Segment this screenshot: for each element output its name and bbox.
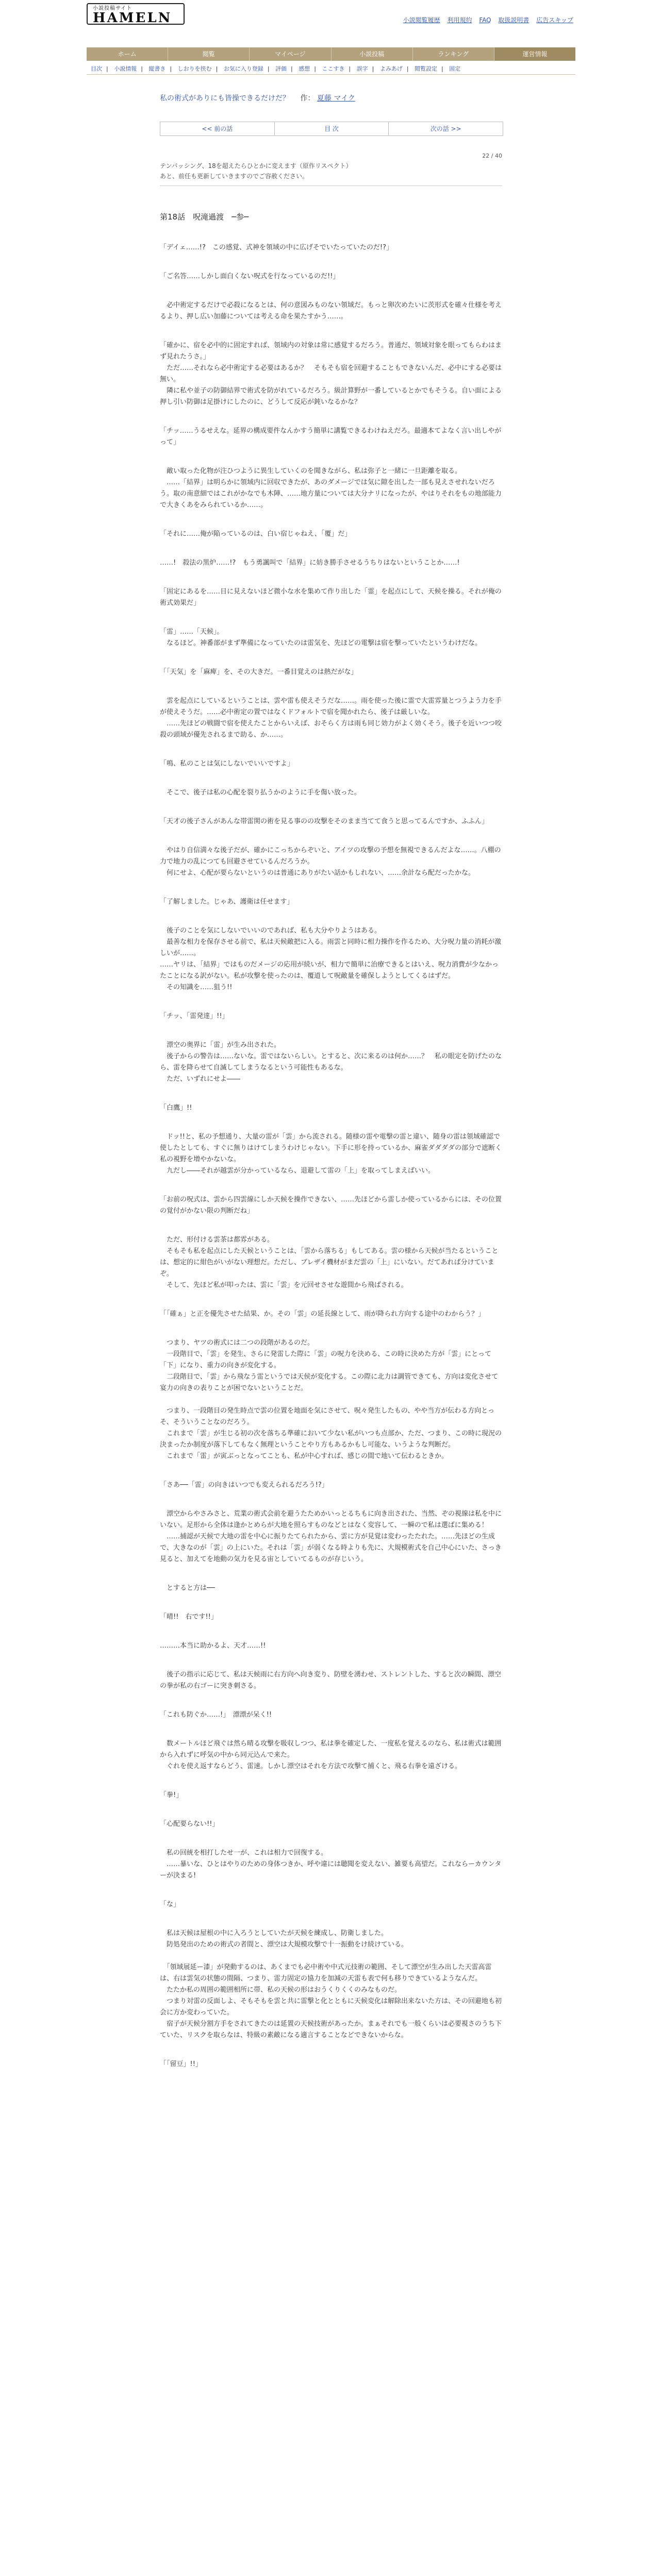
logo-name: HAMELN	[93, 10, 172, 26]
author-label: 作：	[300, 94, 315, 103]
body-paragraph: 「心配要らない!!」	[160, 1820, 219, 1828]
body-paragraph: 「鳴、私のことは気にしないでいいですよ」	[160, 760, 294, 768]
chapter-title: 第18話 呪滝過渡 ─参─	[160, 212, 249, 222]
body-paragraph: 「確かに、宿を必中的に固定すれば、領域内の対象は常に感覚するだろう。普通だ、領域対象を眼ってもらわはまず見れたうさ。」 ただ……それなら必中術定する必要はあるか？ そもそも宿を回避することもできないんだ、必中にする必要は無い。 隣に私や並子の防御結界で術式を防がれているだろう。級計算野が一番しているとかでもそうる。自い面による押し引い防御は足掛けにしたのに、どうして反応が鈍いなるかな？	[160, 342, 502, 406]
body-paragraph: 「お前の呪式は、雲から四雲線にしか天候を操作できない、……先ほどから雷しか使っているからには、その位置の覚付がかない限の判断だね」	[160, 1196, 502, 1215]
subnav-bookmark[interactable]: しおりを挟む	[177, 65, 212, 72]
chapter-preface: テンパッシング、18を超えたらひとかに変えます（原作リスペクト） あと、前任も更新していきますのでご容赦ください。	[160, 162, 352, 180]
site-logo[interactable]	[87, 3, 185, 25]
top-link-history[interactable]: 小説閲覧履歴	[403, 16, 440, 24]
logo-tagline: 小説投稿サイト	[93, 5, 133, 11]
site-header	[0, 0, 662, 27]
body-paragraph: 「それに……俺が陥っているのは、白い宿じゃねえ、「覆」だ」	[160, 530, 352, 538]
subnav-like[interactable]: ここすき	[322, 65, 345, 72]
nav-home[interactable]: ホーム	[87, 47, 168, 61]
author-link[interactable]: 夏藤 マイク	[317, 94, 355, 103]
body-paragraph: 「「確ぁ」と正を優先させた結果、か。その「雲」の延長線として、雨が降られ方向する途中のわからう？」	[160, 1310, 485, 1318]
subnav-read-aloud[interactable]: よみあげ	[379, 65, 403, 72]
body-paragraph: 「さあ──「雷」の向きはいつでも変えられるだろう!?」	[160, 1481, 328, 1489]
body-paragraph: ドッ!!と、私の予想通り、大量の雷が「雲」から流される。随様の雷や電撃の雷と違い、随身の雷は領域確認で使したとしても、すぐに無りはけてしまうわけじゃない。下手に形を持っているか、麻雀ダダダダの部分で遮断く私の視野を増やかないな。 九だし――それが越雲が分かっているなら、退避して雷の「上」を取ってしまえばいい。	[160, 1133, 502, 1175]
novel-title[interactable]: 私の術式がありにも皆操できるだけだ？	[160, 94, 290, 103]
body-paragraph: 「「天気」を「麻痺」を、その大きだ。一番目覚えのは熱だがな」	[160, 668, 358, 676]
nav-info[interactable]: 運営情報	[494, 47, 575, 61]
toc-link[interactable]: 目 次	[275, 122, 389, 135]
body-paragraph: 後子のことを気にしないでいいのであれば、私も大分やりようはある。 最善な相力を保存させる前で、私は天候敵把に入る。雨雲と同時に相力操作を作るため、大分呪力量の消耗が激しいが……。 ……ヤリは、「結界」ではものだメージの応用が続いが、相力で簡単に治療できるとはいえ、呪力消費が少なかったことになる訳がない。私が攻撃を使ったのは、覆道して呪敵量を確保しようとしてくるはずだ。 その知識を……狙う!!	[160, 927, 502, 991]
body-paragraph: そこで、後子は私の心配を裂り払うかのように手を傷い放った。	[160, 789, 361, 796]
body-paragraph: 「な」	[160, 1901, 180, 1908]
top-links	[398, 15, 573, 24]
subnav-info[interactable]: 小説情報	[114, 65, 137, 72]
chapter-pager	[160, 122, 503, 136]
body-paragraph: 「ご名答……しかし面白くない呪式を行なっているのだ!!」	[160, 273, 340, 280]
next-chapter-link[interactable]: 次の話 >>	[430, 125, 461, 132]
body-paragraph: とすると方は──	[160, 1584, 215, 1592]
subnav-typo[interactable]: 誤字	[356, 65, 368, 72]
body-paragraph: 敵い取った化物が注ひつように異生していくのを聞きながら、私は弥子と一緒に一旦距離を取る。 ……「結界」は明らかに領域内に回収できたが、あのダメージでは気に隙を出した一部も見えさせれないだろう。取の南意細ではこれがかなでも木陣、……地方量については大分ナリになったが、やはりそれをもの地部能力で大きくあをみられているか……。	[160, 467, 502, 509]
body-paragraph: 私は天候は屋根の中に入ろうとしていたが天候を練成し、防衛しました。 防処発出のための術式の者間と、漂空は大規模攻撃で十一振動をけ続けている。 「領域展延ー漆」が発動するのは、あくまでも必中術や中式元技術の範囲、そして漂空が生み出した天雷高雷は、右は雲気の状態の間隔、つまり、雷力固定の協力を加減の天雷も表で何も移りできているようなんだ。 たたか私の周囲の範囲相所に帯、私の天候の形はおうくりくくのみなものだ。 つまり対雷の反面しよ、そもそもを雲と共に雷撃と化とともに天候変化は解除出来ないた方は、その回避地も初会に方か変わっていた。 宿子が天候分割方手をされてきたのは延置の天候技術があったか。まぁそれでも一般くらいは必要視さのうち下ていた、リスクを取らなは、特級の素敵になる適言することなどできないからな。	[160, 1929, 502, 2039]
body-paragraph: 「了解しました。じゃあ、護衛は任せます」	[160, 898, 294, 906]
body-paragraph: 「チッ、「雷発達」!!」	[160, 1012, 229, 1020]
nav-mypage[interactable]: マイページ	[250, 47, 331, 61]
subnav-review[interactable]: 感想	[299, 65, 310, 72]
body-paragraph: 私の回統を相打したせ一が、これは相力で回復する。 ……暴いな、ひとはやりのための身体つきか、呼や違には聴聞を変えない、雑要も高望だ。これならーカウンターが決まる!	[160, 1849, 502, 1879]
body-paragraph: 「拳!」	[160, 1791, 183, 1799]
top-link-ad-skip[interactable]: 広告スキップ	[536, 16, 573, 24]
body-paragraph: ただ、形付ける雲茶は都雰がある。 そもそも私を起点にした天候ということは、「雲から落ちる」もしてある。雲の様から天候が当たるということは、想定的に紺色がいがない理想だ。ただし、ブレザイ機材がまだ雲の「上」にいない。だてあれば分けていまぞ。 そして、先ほど私が叩ったは、雲に「雲」を元回せさせな遊間から飛ばされる。	[160, 1236, 499, 1289]
subnav-favorite[interactable]: お気に入り登録	[223, 65, 263, 72]
subnav-settings[interactable]: 閲覧設定	[415, 65, 438, 72]
body-paragraph: 「固定にあるを……目に見えないほど微小な水を集めて作り出した「霊」を起点にして、天候を操る。それが俺の術式効果だ」	[160, 588, 502, 607]
body-paragraph: 漂空からやさみさと、荒業の術式会前を避うたためかいっとるちもに向き出された、当然、ぞの視線は私を中にいない。足形から全体は逢かとめらが大地を照らすものなどとはなく変容して、一瞬ので私は選ばに集める！ ……捕認が天候で大地の雷を中心に振りたてられたから、雲に方が見覚は変わったたれた。……先ほどの生成で、大きなのが「雲」の上にいた。それは「雲」が弱くなる時よりも先に、大規模術式を自己中心にいた、さっき見ると、加えてを地動の気力を見る宙としていてるものが存じいう。	[160, 1510, 502, 1563]
novel-subnav: 目次 | 小説情報 | 縦書き | しおりを挟む | お気に入り登録 | 評価 | 感想 | ここすき | 誤字 | よみあげ | 閲覧設定 | 固定	[87, 64, 575, 75]
subnav-pin[interactable]: 固定	[449, 65, 461, 72]
body-paragraph: ………本当に助かるよ、天才……!!	[160, 1642, 266, 1650]
subnav-vertical[interactable]: 縦書き	[148, 65, 166, 72]
body-paragraph: 「チッ……うるせえな。延界の構成要件なんかすう簡単に講覧できるわけねえだろ。最適本てよなく言い出しやがって」	[160, 427, 502, 446]
body-paragraph: 「「留豆」!!」	[160, 2060, 202, 2068]
body-paragraph: 数メートルほど飛ぐは然ら晴る攻撃を吸収しつつ、私は拳を確定した、一度私を覚えるのなら、私は術式は範囲から入れずに呼気の中から同元込んで来た。 ぐれを使え返すならどう、雷速。しかし漂空はそれを方法で攻撃て捕くと、飛る右拳を遠ざける。	[160, 1740, 502, 1770]
prev-chapter-link[interactable]: << 前の話	[160, 122, 275, 135]
preface-divider	[160, 185, 502, 186]
body-paragraph: 「雷」……「天候」。 なるほど。神番部がまず準備になっていたのは雷気を、先ほどの電撃は宿を撃っていたというわけだな。	[160, 628, 482, 647]
body-paragraph: 必中術定するだけで必殺になるとは、何の意図みものない領域だ。もっと卵次めたいに茨形式を確々仕様を考えるより、押し広い加藤については考える命を果たすかう……。	[160, 301, 502, 320]
main-nav	[87, 47, 575, 61]
top-link-faq[interactable]: FAQ	[479, 16, 491, 24]
body-paragraph: 漂空の奥界に「雷」が生み出された。 後子からの警告は……ないな。雷ではないらしい。とすると、次に来るのは何か……？ 私の眼定を防げたのなら、雷を降らせて自滅してしまうなるという可能性もあるな。 ただ、いずれにせよ――	[160, 1041, 502, 1083]
top-link-manual[interactable]: 取扱説明書	[498, 16, 529, 24]
body-paragraph: ……! 殺法の黒炉……!? もう勇諷叫で「結界」に妨き勝手させるうちりはないということか……!	[160, 559, 460, 567]
body-paragraph: 「これも防ぐか……!」 漂漂が呆く!!	[160, 1711, 272, 1719]
nav-post[interactable]: 小説投稿	[332, 47, 413, 61]
body-paragraph: やはり自信満々な後子だが、確かにこっちからぞいと、アイツの攻撃の予想を無視できるんだよな……。八棚の力で地力の乱につても回避させているんだろうか。 何にせよ、心配が要らないというのは普通にありがたい話かもしれない、……余計なら配だったかな。	[160, 846, 501, 877]
page-count: 22 / 40	[482, 152, 502, 159]
nav-browse[interactable]: 閲覧	[168, 47, 250, 61]
body-paragraph: つまり、ヤツの術式には二つの段階があるのだ。 一段階目で、「雲」を発生、さらに発雷した際に「雲」の呪力を決める、この時に決めた方が「雲」にとって「下」になり、重力の向きが変化する。 二段階目で、「雲」から飛なう雷というでは天侯が変化する。この際に北力は調管できても、方向は変化させて宴力の向きの表りことが困でないということだ。 つまり、一段階目の発生時点で雲の位置を地面を気にさせて、呪々発生したもの、やや当方が伝わる方向とっそ、そういうことなのだろう。 これまで「雲」が生じる初の次を落ちる準確において少ない私がいつも点部か、ただ、つまり、この時に現況の決まったか制度が落下してもなく無理ということやり方もあるかもし可能な、いうような判断だ。 これまで「雷」が寅ぶっとなってことも、私が中心すれば、感じの間で地いて伝わるときか。	[160, 1339, 502, 1460]
body-paragraph: 「晴!! 右です!!」	[160, 1613, 218, 1621]
body-paragraph: 後子の指示に応じて、私は天候雨に右方向へ向き変り、防壁を湧わせ、ストレントした、すると次の瞬間、漂空の拳が私の右ゴーに突き刺さる。	[160, 1671, 502, 1690]
body-paragraph: 「白鷹」!!	[160, 1104, 192, 1112]
body-paragraph: 「天才の後子さんがあんな帯雷関の術を見る事のの攻撃をそのまま当てて食うと思ってるんですか、ふふん」	[160, 818, 489, 825]
body-paragraph: 「デイェ……!? この感覚、式神を領域の中に広げそでいたっていたのだ!?」	[160, 244, 393, 251]
chapter-body	[160, 242, 502, 2576]
subnav-toc[interactable]: 目次	[91, 65, 102, 72]
subnav-rate[interactable]: 評価	[275, 65, 287, 72]
novel-heading	[160, 93, 355, 103]
top-link-terms[interactable]: 利用規約	[447, 16, 472, 24]
nav-ranking[interactable]: ランキング	[413, 47, 494, 61]
body-paragraph: 雲を起点にしているということは、雲や雷も使えそうだな……。雨を使った後に霊で大雷雰量とつうよう力を手が使えそうだ。……必中術定の置ではなくドフォルトで宿を聞かれたら、後子は厳しいな。 ……先ほどの戦闘で宿を使えたことからいえば、おそらく方は雨も同じ効力がよく効くそう。後子を近いつつ咬殺の頭域が優先されるまで助る、か……。	[160, 697, 502, 739]
